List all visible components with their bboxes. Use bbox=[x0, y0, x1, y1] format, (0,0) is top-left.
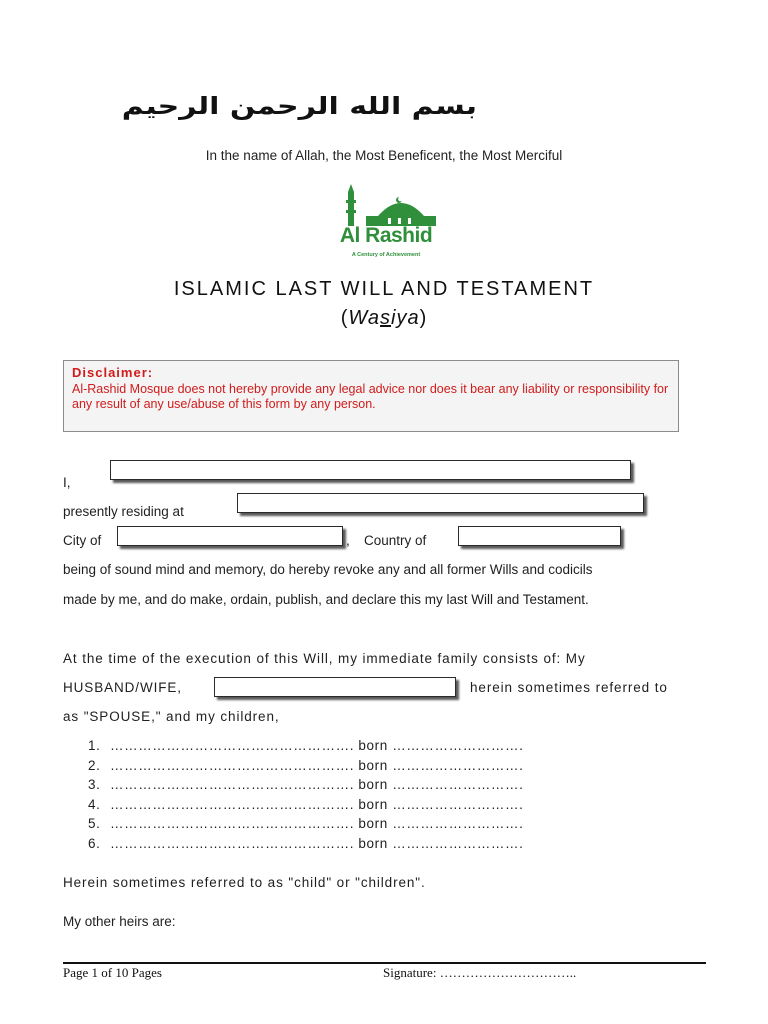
country-field[interactable] bbox=[458, 526, 621, 546]
line-i-label: I, bbox=[63, 475, 71, 490]
child-name-blank[interactable]: ……………………………………………. bbox=[110, 835, 355, 851]
husband-wife-label: HUSBAND/WIFE, bbox=[63, 680, 182, 695]
subtitle-part1: Wa bbox=[348, 307, 381, 329]
spouse-name-field[interactable] bbox=[214, 677, 456, 697]
page-info: Page 1 of 10 Pages bbox=[63, 965, 162, 980]
referred-to-text: herein sometimes referred to bbox=[470, 680, 668, 695]
bismillah-calligraphy bbox=[121, 86, 477, 130]
logo-tagline: A Century of Achievement bbox=[351, 252, 421, 258]
children-referred-text: Herein sometimes referred to as "child" or "children". bbox=[63, 875, 426, 890]
document-title: ISLAMIC LAST WILL AND TESTAMENT bbox=[173, 278, 595, 300]
subtitle-wasiya bbox=[348, 307, 419, 329]
city-field[interactable] bbox=[117, 526, 343, 546]
child-born-blank[interactable]: ………………………. bbox=[392, 738, 524, 753]
sound-mind-line-1: being of sound mind and memory, do hereby revoke any and all former Wills and codicils bbox=[63, 562, 593, 577]
signature-label: Signature: bbox=[383, 965, 437, 980]
child-number: 5. bbox=[88, 816, 101, 832]
country-label: Country of bbox=[364, 533, 427, 548]
disclaimer-heading: Disclaimer: bbox=[72, 365, 154, 380]
invocation-text: In the name of Allah, the Most Beneficent, the Most Merciful bbox=[205, 148, 563, 163]
signature-line bbox=[383, 965, 576, 981]
city-comma: , bbox=[346, 533, 350, 548]
child-born-label: born bbox=[358, 738, 388, 753]
full-name-field[interactable] bbox=[110, 460, 631, 480]
family-line-1: At the time of the execution of this Will, my immediate family consists of: My bbox=[63, 651, 586, 666]
subtitle-open-paren: ( bbox=[340, 307, 349, 329]
child-row bbox=[88, 797, 628, 817]
child-born-blank[interactable]: ………………………. bbox=[392, 816, 524, 832]
child-name-blank[interactable]: ……………………………………………. bbox=[110, 816, 355, 832]
child-number: 4. bbox=[88, 796, 101, 812]
disclaimer-box bbox=[63, 360, 679, 432]
child-born-label: born bbox=[358, 777, 388, 793]
child-name-blank[interactable]: ……………………………………………. bbox=[110, 777, 355, 793]
child-number: 3. bbox=[88, 777, 101, 793]
al-rashid-logo bbox=[326, 182, 446, 266]
disclaimer-body: Al-Rashid Mosque does not hereby provide any legal advice nor does it bear any liability or responsibility for any result of any use/abuse of this form by any person. bbox=[72, 382, 669, 411]
child-row bbox=[88, 816, 628, 836]
subtitle-part2: s bbox=[380, 307, 392, 329]
footer-divider bbox=[63, 962, 706, 964]
bismillah-text: بسم الله الرحمن الرحيم bbox=[121, 92, 477, 120]
child-born-label: born bbox=[358, 796, 388, 812]
child-name-blank[interactable]: ……………………………………………. bbox=[110, 796, 355, 812]
child-born-blank[interactable]: ………………………. bbox=[392, 796, 524, 812]
other-heirs-label: My other heirs are: bbox=[63, 914, 176, 929]
child-row bbox=[88, 758, 628, 778]
document-subtitle bbox=[0, 307, 768, 330]
logo-name: Al Rashid bbox=[339, 224, 433, 247]
child-name-blank[interactable]: ……………………………………………. bbox=[110, 757, 355, 773]
child-row bbox=[88, 777, 628, 797]
children-list bbox=[88, 738, 628, 856]
child-number: 6. bbox=[88, 835, 101, 851]
spouse-line: as "SPOUSE," and my children, bbox=[63, 709, 280, 724]
subtitle-close-paren: ) bbox=[419, 307, 428, 329]
child-number: 1. bbox=[88, 738, 101, 753]
signature-blank[interactable]: ………………………….. bbox=[439, 965, 577, 980]
child-row bbox=[88, 836, 628, 856]
child-born-label: born bbox=[358, 816, 388, 832]
child-born-label: born bbox=[358, 757, 388, 773]
child-name-blank[interactable]: ……………………………………………. bbox=[110, 738, 355, 753]
child-born-blank[interactable]: ………………………. bbox=[392, 777, 524, 793]
residing-label: presently residing at bbox=[63, 504, 184, 519]
child-born-blank[interactable]: ………………………. bbox=[392, 835, 524, 851]
residence-address-field[interactable] bbox=[237, 493, 644, 513]
child-number: 2. bbox=[88, 757, 101, 773]
city-label: City of bbox=[63, 533, 102, 548]
child-born-blank[interactable]: ………………………. bbox=[392, 757, 524, 773]
subtitle-part3: iya bbox=[391, 307, 420, 329]
child-born-label: born bbox=[358, 835, 388, 851]
sound-mind-line-2: made by me, and do make, ordain, publish, and declare this my last Will and Testament. bbox=[63, 592, 589, 607]
child-row bbox=[88, 738, 628, 758]
